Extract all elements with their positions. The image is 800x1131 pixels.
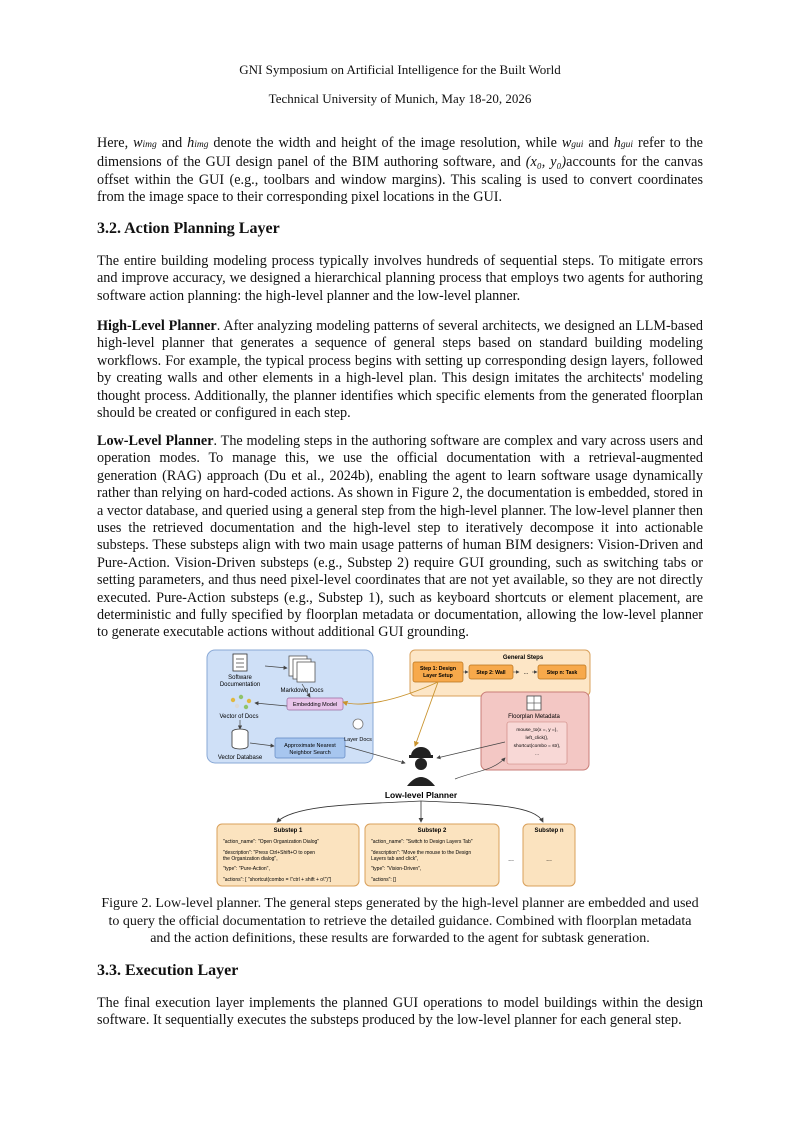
substeps-ellipsis: ... bbox=[508, 856, 514, 863]
layer-docs-icon bbox=[353, 719, 363, 729]
paragraph-execution-layer: The final execution layer implements the planned GUI operations to model buildings within the design software. It sequentially executes the substeps produced by the low-level planner for each general step. bbox=[97, 995, 703, 1029]
intro-paragraph: Here, wimg and himg denote the width and height of the image resolution, while wgui and hgui refer to the dimensions of the GUI design panel of the BIM authoring software, and (x₀, y₀)accounts for the canvas offset within the GUI (e.g., toolbars and window margins). This scaling is used to convert coordinates from the image space to their corresponding pixel locations in the GUI. bbox=[97, 135, 703, 206]
markdown-docs-icon bbox=[289, 656, 315, 682]
substep-n-ellipsis: ... bbox=[546, 856, 552, 863]
conference-title: GNI Symposium on Artificial Intelligence for the Built World bbox=[239, 62, 561, 77]
section-heading-3-3: 3.3. Execution Layer bbox=[97, 962, 239, 979]
step-ellipsis: ... bbox=[523, 670, 529, 676]
action-def-4: ... bbox=[535, 752, 539, 757]
vector-docs-label: Vector of Docs bbox=[219, 714, 259, 720]
substep-2-desc-1: "description": "Move the mouse to the Design bbox=[371, 850, 472, 856]
paragraph-low-level-planner: Low-Level Planner. The modeling steps in the authoring software are complex and vary across users and operation modes. To manage this, we use the official documentation with a retrieval-augmented generation (RAG) approach (Du et al., 2024b), enabling the agent to learn software usage dynamically rather than relying on hard-coded actions. As shown in Figure 2, the documentation is embedded, stored in a vector database, and queried using a general step from the high-level planner. The low-level planner then uses the retrieved documentation and the high-level step to iteratively decompose it into actionable substeps. These substeps align with two main usage patterns of human BIM designers: Vision-Driven and Pure-Action. Vision-Driven substeps (e.g., Substep 2) require GUI grounding, such as switching tabs or setting parameters, and thus need pixel-level coordinates that are not yet available, so they are not directly executed. Pure-Action substeps (e.g., Substep 1), such as keyboard shortcuts or element placement, are deterministic and fully specified by floorplan metadata or documentation, allowing the low-level planner to generate executable actions without additional GUI grounding. bbox=[97, 433, 703, 641]
step-1-label-1: Step 1: Design bbox=[419, 666, 457, 672]
substep-n-title: Substep n bbox=[534, 828, 564, 834]
step-2-label: Step 2: Wall bbox=[476, 670, 506, 676]
step-1-box bbox=[413, 662, 463, 682]
figure-2-diagram bbox=[205, 646, 595, 889]
substep-2-title: Substep 2 bbox=[417, 828, 447, 834]
embedding-model-label: Embedding Model bbox=[292, 702, 338, 708]
substep-1-actions: "actions": [ "shortcut(combo = \"ctrl + shift + o\")"] bbox=[223, 877, 332, 883]
paragraph-planning-intro: The entire building modeling process typically involves hundreds of sequential steps. To mitigate errors and improve accuracy, we designed a hierarchical planning process that employs two agents for authoring software action planning: the high-level planner and the low-level planner. bbox=[97, 253, 703, 304]
agent-icon bbox=[407, 747, 435, 786]
step-n-label: Step n: Task bbox=[546, 670, 578, 676]
floorplan-metadata-label: Floorplan Metadata bbox=[508, 714, 560, 720]
substep-1-title: Substep 1 bbox=[273, 828, 303, 834]
software-doc-label-1: Software bbox=[228, 675, 252, 681]
layer-docs-label: Layer Docs bbox=[344, 737, 372, 743]
action-def-2: left_click(), bbox=[525, 736, 549, 741]
substep-1-type: "type": "Pure-Action", bbox=[223, 866, 270, 872]
general-steps-label: General Steps bbox=[502, 655, 544, 661]
database-icon bbox=[232, 729, 248, 749]
action-def-3: shortcut(combo = str), bbox=[513, 744, 561, 749]
planner-title: Low-level Planner bbox=[384, 790, 458, 800]
substep-1-name: "action_name": "Open Organization Dialog" bbox=[223, 839, 320, 845]
floorplan-icon bbox=[527, 696, 541, 710]
section-heading-3-2: 3.2. Action Planning Layer bbox=[97, 220, 280, 237]
ann-label-1: Approximate Nearest bbox=[284, 743, 336, 749]
substep-2-name: "action_name": "Switch to Design Layers Tab" bbox=[371, 839, 473, 845]
ann-label-2: Neighbor Search bbox=[289, 750, 331, 756]
paragraph-high-level-planner: High-Level Planner. After analyzing modeling patterns of several architects, we designed an LLM-based high-level planner that generates a sequence of general steps based on standard building modeling workflows. For example, the typical process begins with setting up corresponding design layers, followed by creating walls and other elements in a high-level plan. This design imitates the architects' modeling thought process. Additionally, the planner identifies which specific elements from the generated floorplan should be created or configured in each step. bbox=[97, 318, 703, 422]
conference-venue: Technical University of Munich, May 18-20, 2026 bbox=[268, 91, 532, 106]
vector-db-label: Vector Database bbox=[217, 755, 263, 761]
substep-2-type: "type": "Vision-Driven", bbox=[371, 866, 422, 872]
substep-2-actions: "actions": [] bbox=[371, 877, 396, 883]
step-1-label-2: Layer Setup bbox=[423, 673, 453, 679]
substep-1-desc-2: the Organization dialog", bbox=[223, 856, 278, 862]
markdown-docs-label: Markdown Docs bbox=[280, 688, 324, 694]
figure-caption: Figure 2. Low-level planner. The general steps generated by the high-level planner are embedded and used to query the official documentation to retrieve the detailed guidance. Combined with floorplan metadata and the action definitions, these results are forwarded to the agent for subtask generation. bbox=[101, 896, 699, 946]
action-def-1: mouse_to(x =, y =), bbox=[516, 728, 558, 733]
substep-2-desc-2: Layers tab and click", bbox=[371, 856, 419, 862]
substep-1-desc-1: "description": "Press Ctrl+Shift+O to open bbox=[223, 850, 316, 856]
software-doc-label-2: Documentation bbox=[219, 682, 261, 688]
document-icon bbox=[233, 654, 247, 671]
